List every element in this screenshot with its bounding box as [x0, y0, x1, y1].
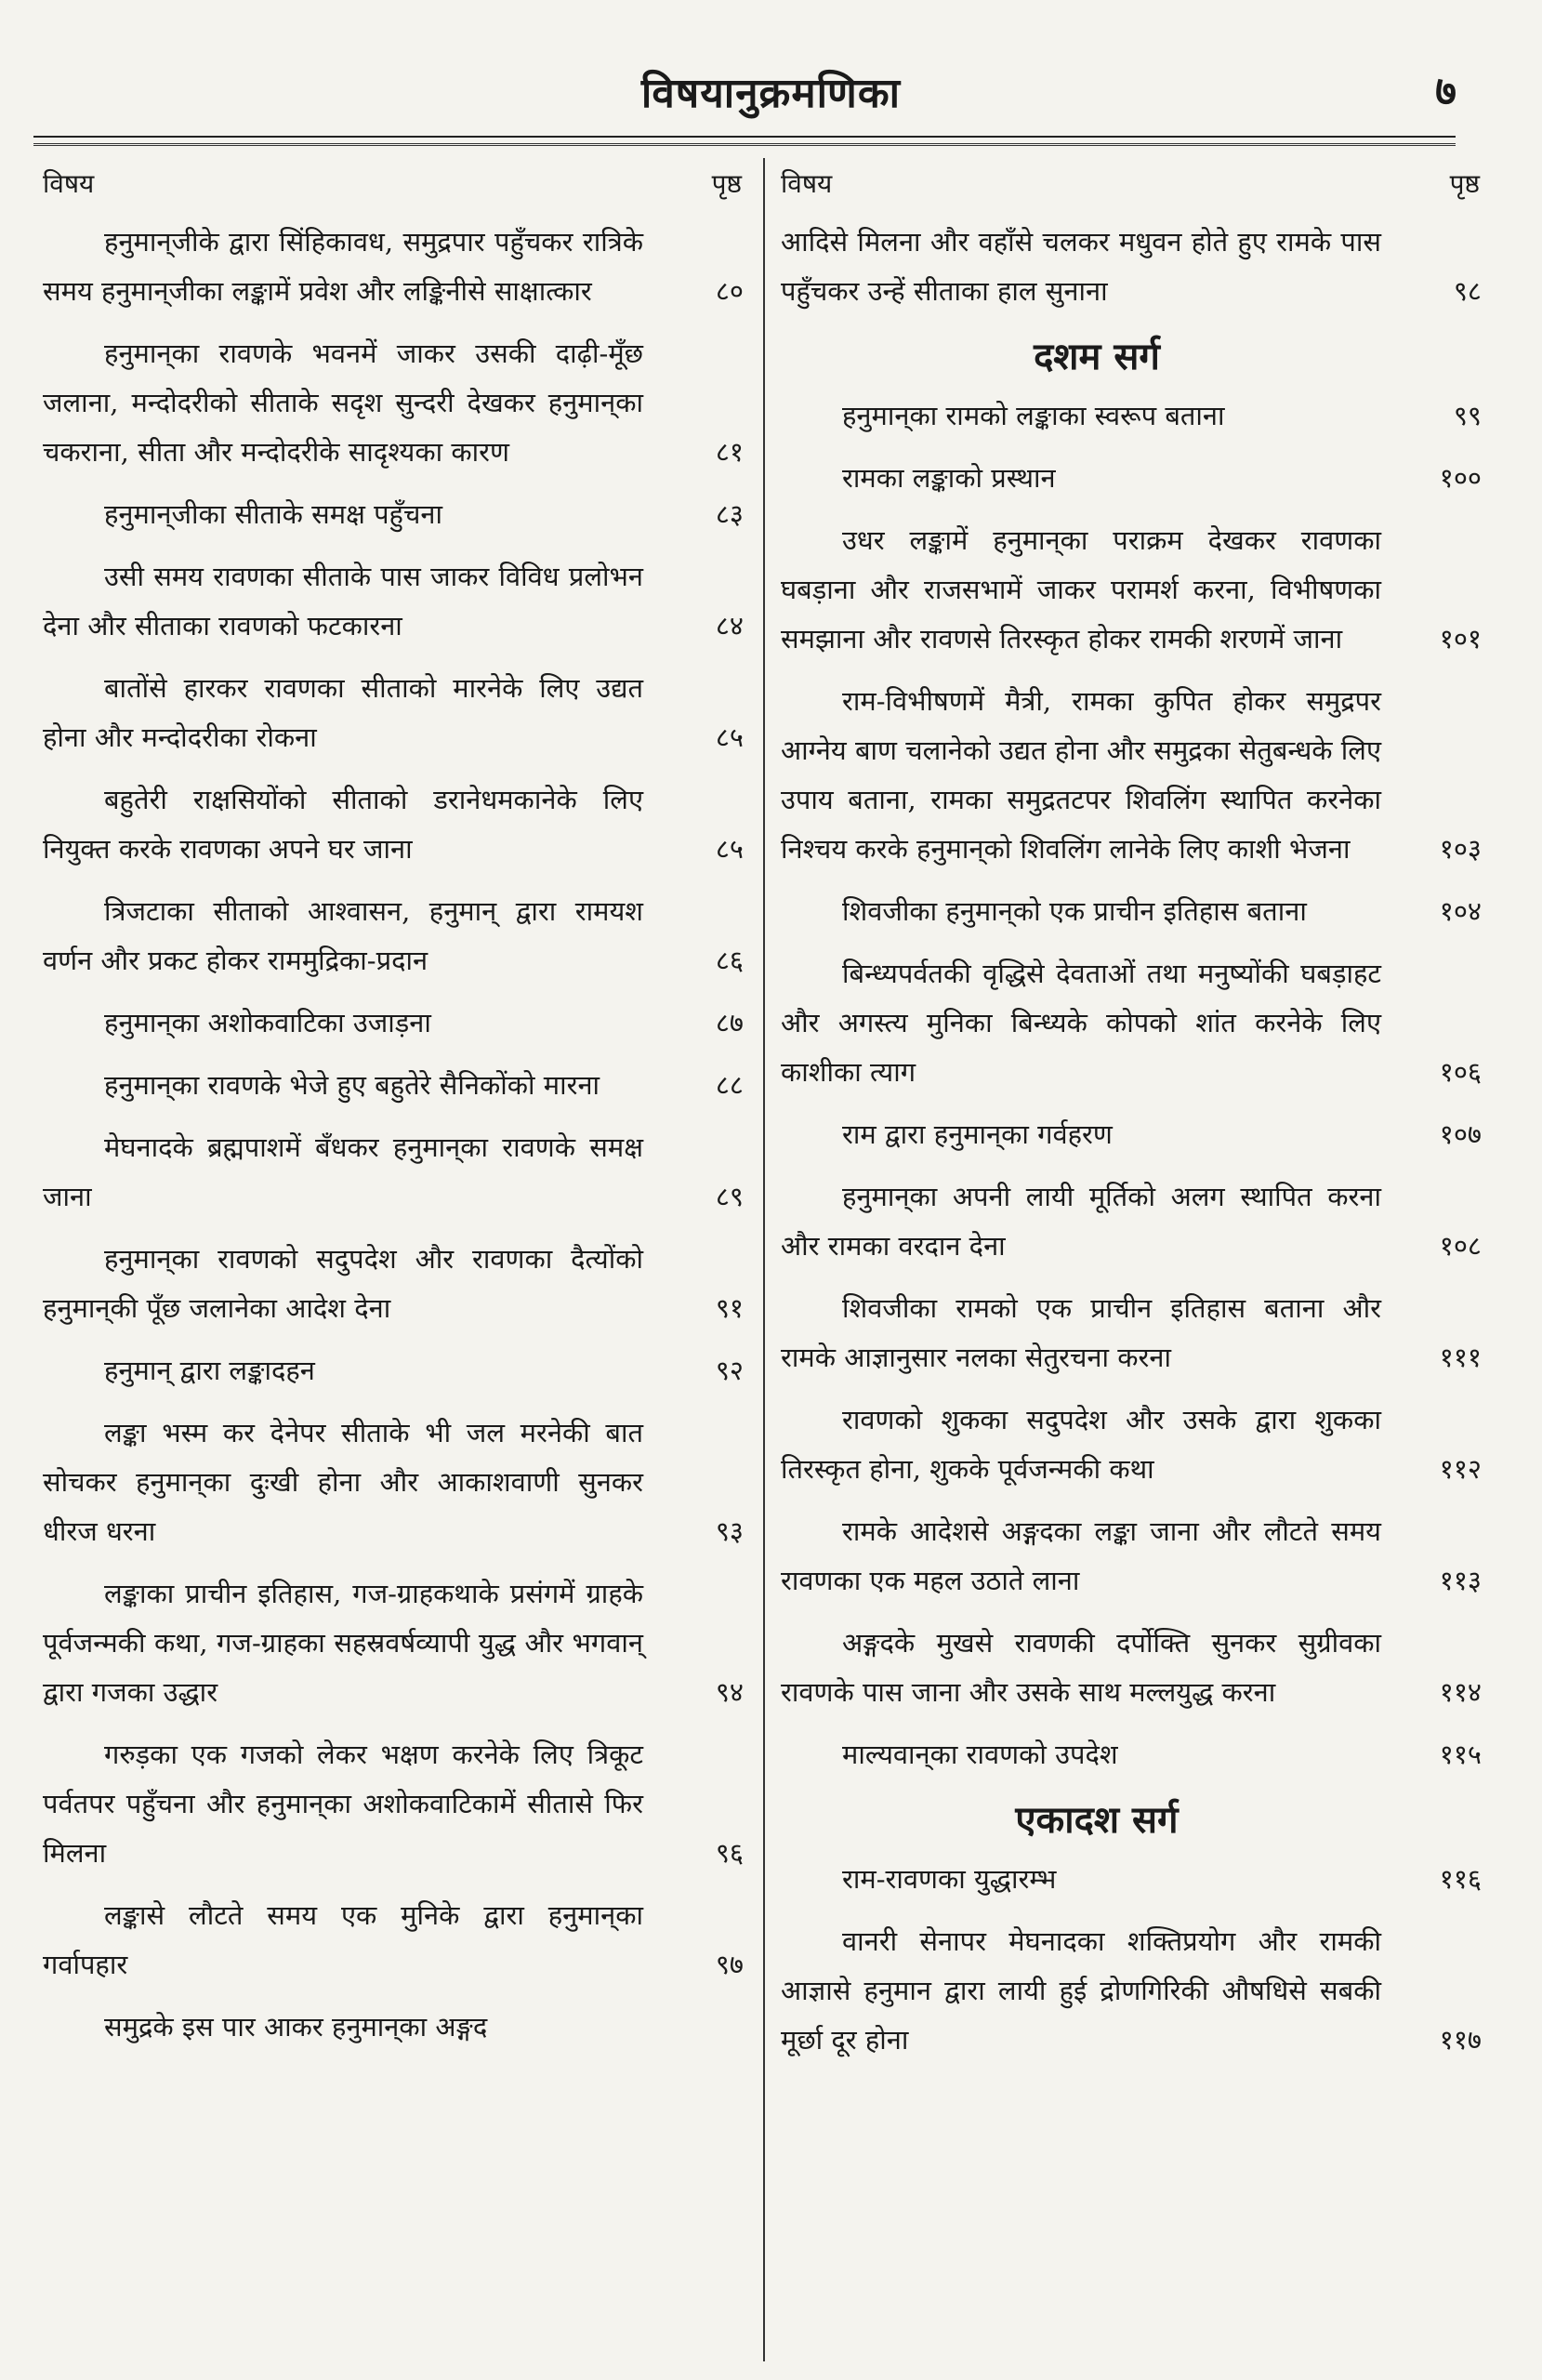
entry-text: अङ्गदके मुखसे रावणकी दर्पोक्ति सुनकर सुग्रीवका रावणके पास जाना और उसके साथ मल्लयुद्ध करना — [781, 1627, 1381, 1708]
entry-text: राम-विभीषणमें मैत्री, रामका कुपित होकर समुद्रपर आग्नेय बाण चलानेको उद्यत होना और समुद्रका सेतुबन्धके लिए उपाय बताना, रामका समुद्रतटपर शिवलिंग स्थापित करनेका निश्चय करके हनुमान्‌को शिवलिंग लानेके लिए काशी भेजना — [781, 685, 1381, 865]
entry-page: १०८ — [1439, 1230, 1482, 1262]
toc-entry — [43, 218, 749, 316]
entry-text: हनुमान्‌का अपनी लायी मूर्तिको अलग स्थापित करना और रामका वरदान देना — [781, 1181, 1381, 1262]
page-header — [0, 0, 1542, 130]
page-header-label: पृष्ठ — [711, 168, 742, 199]
entry-page: १११ — [1439, 1342, 1482, 1373]
header-rule-double — [33, 143, 1456, 146]
entry-page: ९७ — [715, 1949, 744, 1980]
entry-page: ८८ — [715, 1069, 744, 1101]
section-title-dasham: दशम सर्ग — [1034, 335, 1160, 378]
toc-entry — [781, 1619, 1487, 1717]
page-header-label: पृष्ठ — [1449, 168, 1480, 199]
entry-text: हनुमान्‌ द्वारा लङ्कादहन — [104, 1355, 315, 1386]
entry-text: बिन्ध्यपर्वतकी वृद्धिसे देवताओं तथा मनुष्योंकी घबड़ाहट और अगस्त्य मुनिका बिन्ध्यके कोपको शांत करनेके लिए काशीका त्याग — [781, 958, 1381, 1088]
entry-text: लङ्का भस्म कर देनेपर सीताके भी जल मरनेकी बात सोचकर हनुमान्‌का दुःखी होना और आकाशवाणी सुनकर धीरज धरना — [43, 1417, 643, 1547]
entry-text: रावणको शुकका सदुपदेश और उसके द्वारा शुकका तिरस्कृत होना, शुकके पूर्वजन्मकी कथा — [781, 1404, 1381, 1485]
toc-entry — [43, 664, 749, 762]
page-title: विषयानुक्रमणिका — [640, 70, 902, 117]
toc-entry — [781, 454, 1487, 503]
left-column — [43, 165, 749, 2065]
entry-text: हनुमान्‌का रावणको सदुपदेश और रावणका दैत्योंको हनुमान्‌की पूँछ जलानेका आदेश देना — [43, 1243, 643, 1324]
toc-entry — [781, 1172, 1487, 1271]
toc-entry — [43, 1346, 749, 1395]
entry-page: ९४ — [715, 1676, 744, 1708]
entry-page: ११७ — [1439, 2024, 1482, 2056]
entry-page: ९६ — [715, 1837, 744, 1869]
entry-text: हनुमान्‌का रावणके भेजे हुए बहुतेरे सैनिकोंको मारना — [104, 1069, 600, 1101]
entry-text: रामके आदेशसे अङ्गदका लङ्का जाना और लौटते समय रावणका एक महल उठाते लाना — [781, 1515, 1381, 1596]
entry-text: उसी समय रावणका सीताके पास जाकर विविध प्रलोभन देना और सीताका रावणको फटकारना — [43, 561, 643, 641]
entry-text: राम द्वारा हनुमान्‌का गर्वहरण — [842, 1118, 1113, 1150]
entry-text: वानरी सेनापर मेघनादका शक्तिप्रयोग और रामकी आज्ञासे हनुमान द्वारा लायी हुई द्रोणगिरिकी औषधिसे सबकी मूर्छा दूर होना — [781, 1925, 1381, 2056]
toc-entry — [781, 1395, 1487, 1494]
entry-page: १०७ — [1439, 1118, 1482, 1150]
toc-entry — [781, 1110, 1487, 1159]
entry-page: ११५ — [1439, 1739, 1482, 1770]
entry-page: १०६ — [1439, 1056, 1482, 1088]
entry-text: हनुमान्‌का रावणके भवनमें जाकर उसकी दाढ़ी-मूँछ जलाना, मन्दोदरीको सीताके सदृश सुन्दरी देखकर हनुमान्‌का चकराना, सीता और मन्दोदरीके सादृश्यका कारण — [43, 337, 643, 468]
entry-page: ८४ — [715, 610, 744, 641]
toc-entry — [781, 391, 1487, 441]
entry-page: ११४ — [1439, 1676, 1482, 1708]
toc-entry — [43, 490, 749, 539]
entry-text: मेघनादके ब्रह्मपाशमें बँधकर हनुमान्‌का रावणके समक्ष जाना — [43, 1131, 643, 1212]
entry-text: शिवजीका रामको एक प्राचीन इतिहास बताना और रामके आज्ञानुसार नलका सेतुरचना करना — [781, 1292, 1381, 1373]
toc-entry — [781, 516, 1487, 664]
toc-entry — [43, 1891, 749, 1990]
right-column-header — [781, 165, 1487, 201]
left-column-header — [43, 165, 749, 201]
toc-entry — [781, 1855, 1487, 1904]
entry-text: लङ्काका प्राचीन इतिहास, गज-ग्राहकथाके प्रसंगमें ग्राहके पूर्वजन्मकी कथा, गज-ग्राहका सहस्रवर्षव्यापी युद्ध और भगवान्‌ द्वारा गजका उद्धार — [43, 1578, 643, 1708]
page-number: ७ — [1435, 68, 1456, 115]
entry-page: ११६ — [1439, 1863, 1482, 1895]
entry-page: ८३ — [715, 498, 744, 530]
section-title-ekadash: एकादश सर्ग — [1015, 1798, 1179, 1842]
entry-text: बहुतेरी राक्षसियोंको सीताको डरानेधमकानेके लिए नियुक्त करके रावणका अपने घर जाना — [43, 784, 643, 865]
entry-page: ९२ — [715, 1355, 744, 1386]
column-divider — [763, 158, 765, 2361]
entry-text: त्रिजटाका सीताको आश्वासन, हनुमान्‌ द्वारा रामयश वर्णन और प्रकट होकर राममुद्रिका-प्रदान — [43, 895, 643, 976]
toc-entry — [781, 218, 1487, 316]
entry-page: ८५ — [715, 721, 744, 753]
toc-entry — [43, 329, 749, 477]
entry-page: ८९ — [715, 1181, 744, 1212]
entry-page: ८१ — [715, 436, 744, 468]
toc-entry — [43, 1123, 749, 1222]
toc-entry — [781, 1730, 1487, 1779]
toc-entry — [781, 1507, 1487, 1606]
toc-entry — [43, 552, 749, 651]
entry-text: समुद्रके इस पार आकर हनुमान्‌का अङ्गद — [104, 2011, 488, 2043]
entry-text: आदिसे मिलना और वहाँसे चलकर मधुवन होते हुए रामके पास पहुँचकर उन्हें सीताका हाल सुनाना — [781, 226, 1381, 307]
entry-page: १०३ — [1439, 833, 1482, 865]
entry-page: १०४ — [1439, 895, 1482, 927]
entry-page: १०१ — [1439, 623, 1482, 654]
entry-text: उधर लङ्कामें हनुमान्‌का पराक्रम देखकर रावणका घबड़ाना और राजसभामें जाकर परामर्श करना, विभीषणका समझाना और रावणसे तिरस्कृत होकर रामकी शरणमें जाना — [781, 524, 1381, 654]
toc-entry — [43, 775, 749, 874]
toc-entry — [781, 1284, 1487, 1382]
entry-text: शिवजीका हनुमान्‌को एक प्राचीन इतिहास बताना — [842, 895, 1307, 927]
toc-entry — [781, 949, 1487, 1097]
toc-entry — [43, 887, 749, 985]
entry-page: ११२ — [1439, 1453, 1482, 1485]
entry-page: ८० — [715, 275, 744, 307]
topic-header: विषय — [43, 168, 95, 199]
entry-page: ८७ — [715, 1007, 744, 1038]
entry-page: ९९ — [1453, 400, 1482, 431]
toc-entry — [43, 2003, 749, 2052]
left-entry-list — [43, 218, 749, 2052]
entry-text: राम-रावणका युद्धारम्भ — [842, 1863, 1057, 1895]
toc-entry — [781, 677, 1487, 874]
entry-text: बातोंसे हारकर रावणका सीताको मारनेके लिए उद्यत होना और मन्दोदरीका रोकना — [43, 672, 643, 753]
entry-text: लङ्कासे लौटते समय एक मुनिके द्वारा हनुमान्‌का गर्वापहार — [43, 1899, 643, 1980]
entry-page: ९१ — [715, 1292, 744, 1324]
toc-entry — [43, 1569, 749, 1717]
entry-text: रामका लङ्काको प्रस्थान — [842, 462, 1056, 494]
toc-entry — [781, 1917, 1487, 2065]
right-column — [781, 165, 1487, 2078]
right-entry-list-2 — [781, 1855, 1487, 2065]
toc-entry — [43, 1061, 749, 1110]
entry-page: ९८ — [1453, 275, 1482, 307]
toc-entry — [43, 998, 749, 1048]
toc-entry — [43, 1235, 749, 1333]
right-entry-list-1 — [781, 391, 1487, 1779]
entry-page: ८६ — [715, 945, 744, 976]
toc-entry — [43, 1408, 749, 1556]
entry-text: हनुमान्‌जीके द्वारा सिंहिकावध, समुद्रपार पहुँचकर रात्रिके समय हनुमान्‌जीका लङ्कामें प्रवेश और लङ्किनीसे साक्षात्कार — [43, 226, 643, 307]
header-rule — [33, 136, 1456, 138]
entry-page: १०० — [1439, 462, 1482, 494]
topic-header: विषय — [781, 168, 833, 199]
entry-page: ११३ — [1439, 1565, 1482, 1596]
entry-page: ८५ — [715, 833, 744, 865]
entry-text: हनुमान्‌का अशोकवाटिका उजाड़ना — [104, 1007, 431, 1038]
entry-page: ९३ — [715, 1515, 744, 1547]
entry-text: माल्यवान्‌का रावणको उपदेश — [842, 1739, 1118, 1770]
entry-text: गरुड़का एक गजको लेकर भक्षण करनेके लिए त्रिकूट पर्वतपर पहुँचना और हनुमान्‌का अशोकवाटिकामें सीतासे फिर मिलना — [43, 1739, 643, 1869]
entry-text: हनुमान्‌का रामको लङ्काका स्वरूप बताना — [842, 400, 1225, 431]
entry-text: हनुमान्‌जीका सीताके समक्ष पहुँचना — [104, 498, 442, 530]
toc-entry — [43, 1730, 749, 1878]
toc-entry — [781, 887, 1487, 936]
